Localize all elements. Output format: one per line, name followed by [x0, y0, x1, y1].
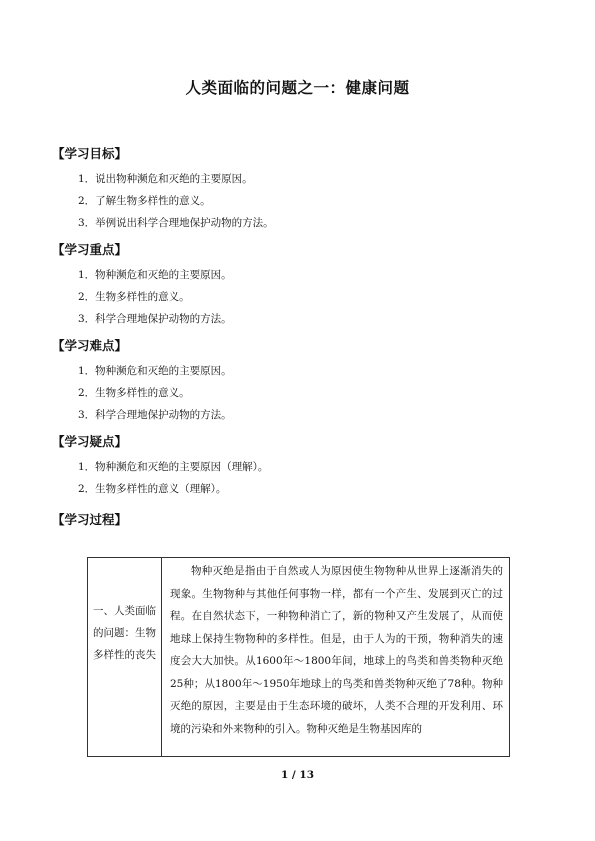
section-learning-goals	[52, 144, 552, 234]
item-list	[78, 456, 552, 500]
section-heading: 【学习重点】	[52, 242, 128, 257]
list-item: 2．生物多样性的意义。	[78, 291, 190, 303]
list-item: 1．物种濒危和灭绝的主要原因。	[78, 365, 232, 377]
topic-text: 一、人类面临的问题：生物多样性的丧失	[93, 605, 156, 661]
table-cell-content	[162, 558, 510, 757]
section-heading: 【学习目标】	[52, 146, 128, 161]
section-heading: 【学习难点】	[52, 338, 128, 353]
list-item: 1．物种濒危和灭绝的主要原因。	[78, 269, 232, 281]
page-number: 1 / 13	[280, 769, 315, 781]
process-table	[87, 557, 510, 757]
list-item: 3．举例说出科学合理地保护动物的方法。	[78, 217, 274, 229]
section-difficult-points	[52, 336, 552, 426]
document-title: 人类面临的问题之一：健康问题	[185, 79, 410, 97]
item-list	[78, 264, 552, 330]
list-item: 2．了解生物多样性的意义。	[78, 195, 211, 207]
section-heading: 【学习过程】	[52, 512, 128, 527]
section-heading: 【学习疑点】	[52, 434, 128, 449]
list-item: 3．科学合理地保护动物的方法。	[78, 313, 232, 325]
section-learning-process	[52, 510, 552, 530]
list-item: 2．生物多样性的意义（理解）。	[78, 483, 227, 495]
content-text: 物种灭绝是指由于自然或人为原因使生物物种从世界上逐渐消失的现象。生物物种与其他任何事物一样，都有一个产生、发展到灭亡的过程。在自然状态下，一种物种消亡了，新的物种又产生发展了，从而使地球上保持生物物种的多样性。但是，由于人为的干预，物种消失的速度会大大加快。从1600年～1800年间，地球上的鸟类和兽类物种灭绝25种；从1800年～1950年地球上的鸟类和兽类物种灭绝了78种。物种灭绝的原因，主要是由于生态环境的破坏，人类不合理的开发利用、环境的污染和外来物种的引入。物种灭绝是生物基因库的	[170, 565, 503, 735]
table-row	[88, 558, 510, 757]
item-list	[78, 168, 552, 234]
table-cell-topic	[88, 558, 162, 757]
list-item: 2．生物多样性的意义。	[78, 387, 190, 399]
list-item: 3．科学合理地保护动物的方法。	[78, 409, 232, 421]
item-list	[78, 360, 552, 426]
section-key-points	[52, 240, 552, 330]
section-doubt-points	[52, 432, 552, 500]
list-item: 1．说出物种濒危和灭绝的主要原因。	[78, 173, 253, 185]
list-item: 1．物种濒危和灭绝的主要原因（理解）。	[78, 461, 269, 473]
